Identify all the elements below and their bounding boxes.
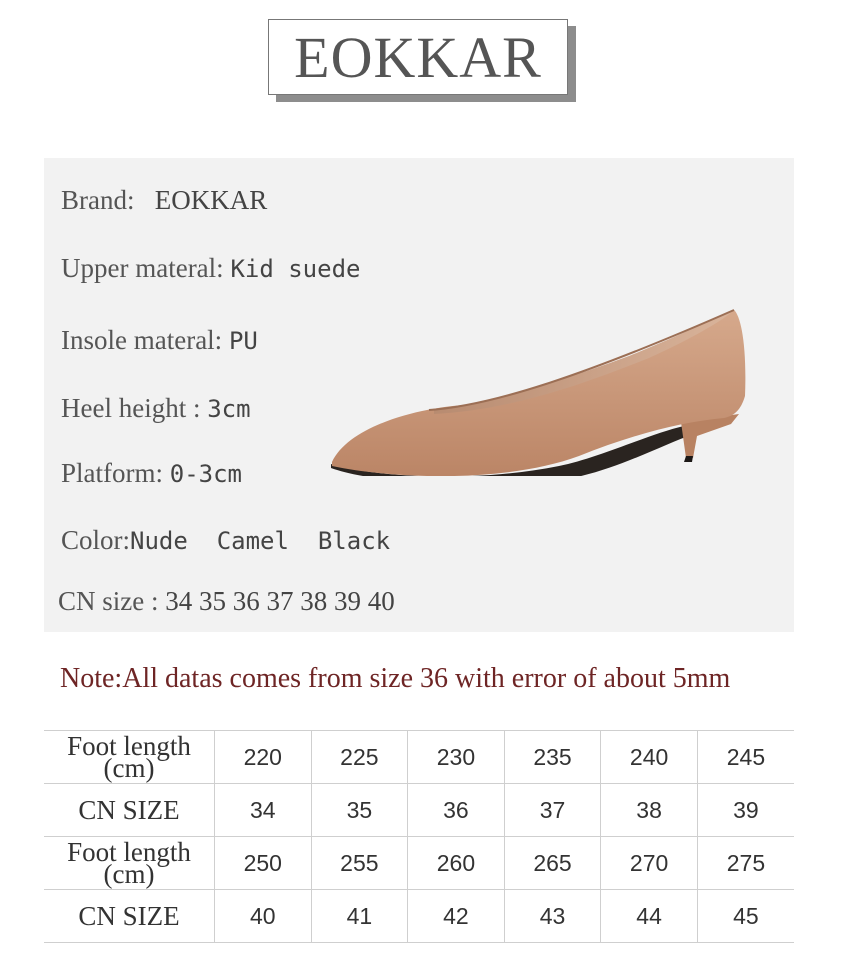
row-label: CN SIZE (44, 784, 215, 837)
table-cell: 43 (504, 890, 601, 943)
table-cell: 255 (311, 837, 408, 890)
row-label: Foot length (cm) (44, 837, 215, 890)
logo-text: EOKKAR (294, 24, 542, 90)
brand-logo (268, 19, 570, 99)
spec-value: Kid suede (230, 255, 361, 283)
spec-label: Brand: (61, 185, 135, 215)
table-cell: 235 (504, 731, 601, 784)
spec-label: Heel height : (61, 393, 201, 423)
table-cell: 42 (408, 890, 505, 943)
spec-value: 3cm (207, 395, 251, 423)
spec-platform (61, 458, 242, 489)
table-cell: 44 (601, 890, 698, 943)
table-cell: 260 (408, 837, 505, 890)
spec-insole-material (61, 325, 258, 356)
shoe-image (329, 306, 749, 476)
spec-value: EOKKAR (154, 185, 268, 215)
spec-label: Insole materal: (61, 325, 223, 355)
spec-value: PU (228, 327, 258, 355)
spec-cn-size (58, 586, 395, 617)
table-cell: 220 (215, 731, 312, 784)
spec-label: Color: (61, 525, 131, 555)
table-cell: 245 (697, 731, 794, 784)
table-row (44, 837, 794, 890)
table-cell: 35 (311, 784, 408, 837)
spec-heel-height (61, 393, 251, 424)
spec-value: Nude Camel Black (130, 527, 391, 555)
table-cell: 230 (408, 731, 505, 784)
spec-value: 0-3cm (169, 460, 242, 488)
measurement-note: Note:All datas comes from size 36 with error of about 5mm (60, 663, 731, 694)
table-cell: 34 (215, 784, 312, 837)
table-cell: 39 (697, 784, 794, 837)
spec-label: Upper materal: (61, 253, 224, 283)
table-cell: 270 (601, 837, 698, 890)
row-label: CN SIZE (44, 890, 215, 943)
spec-value: 34 35 36 37 38 39 40 (165, 586, 395, 616)
spec-label: Platform: (61, 458, 163, 488)
table-cell: 38 (601, 784, 698, 837)
table-cell: 45 (697, 890, 794, 943)
table-cell: 240 (601, 731, 698, 784)
spec-panel (44, 158, 794, 632)
size-table (44, 730, 794, 943)
table-cell: 41 (311, 890, 408, 943)
table-cell: 225 (311, 731, 408, 784)
spec-color (61, 525, 390, 556)
logo-frame (268, 19, 568, 95)
row-label: Foot length (cm) (44, 731, 215, 784)
table-row (44, 731, 794, 784)
table-cell: 275 (697, 837, 794, 890)
spec-label: CN size : (58, 586, 159, 616)
spec-brand (61, 185, 267, 216)
table-cell: 250 (215, 837, 312, 890)
spec-upper-material (61, 253, 360, 284)
table-cell: 37 (504, 784, 601, 837)
table-row (44, 784, 794, 837)
table-cell: 40 (215, 890, 312, 943)
table-cell: 36 (408, 784, 505, 837)
table-cell: 265 (504, 837, 601, 890)
table-row (44, 890, 794, 943)
